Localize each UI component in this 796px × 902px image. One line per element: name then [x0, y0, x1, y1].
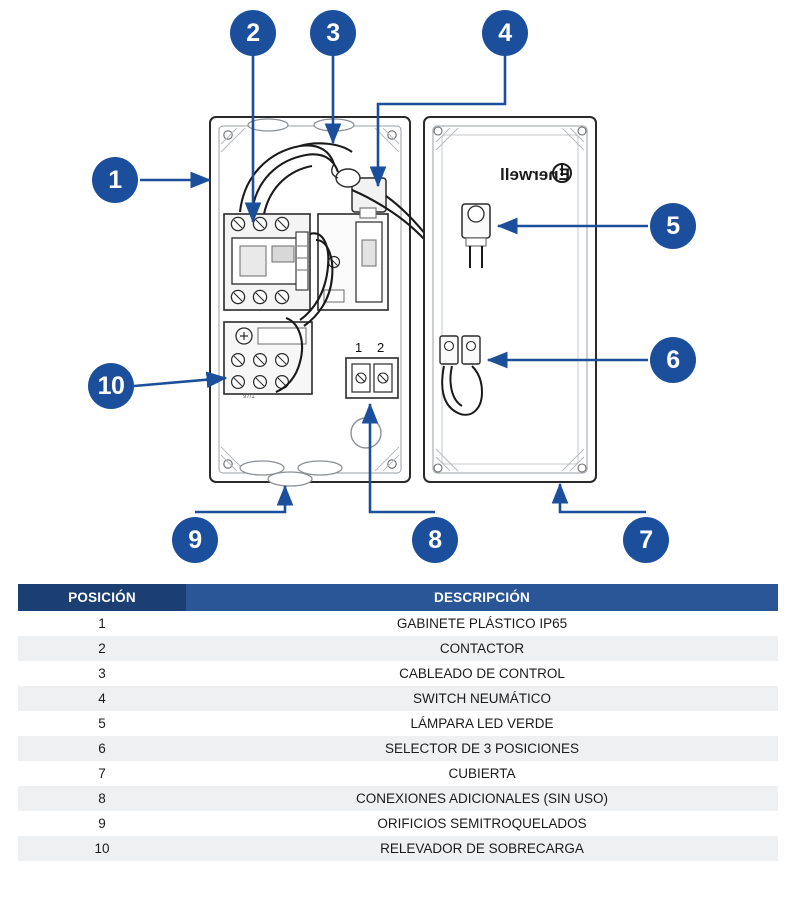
terminal-label-2: 2	[377, 340, 385, 355]
legend-table-wrapper	[18, 584, 778, 861]
row-position: 3	[98, 666, 106, 681]
row-position: 8	[98, 791, 106, 806]
legend-header-row	[18, 584, 778, 611]
row-description: SELECTOR DE 3 POSICIONES	[384, 741, 580, 756]
table-row	[18, 661, 778, 686]
row-position: 10	[94, 841, 110, 856]
legend-table-body	[18, 611, 778, 861]
svg-text:97/1: 97/1	[243, 394, 255, 400]
contactor	[224, 214, 310, 310]
row-position: 2	[98, 641, 106, 656]
row-description: GABINETE PLÁSTICO IP65	[396, 616, 568, 631]
row-position: 4	[98, 691, 106, 706]
row-description: CONTACTOR	[439, 641, 525, 656]
callout-9[interactable]: 9	[172, 517, 218, 563]
row-description: ORIFICIOS SEMITROQUELADOS	[377, 816, 587, 831]
row-position: 7	[98, 766, 106, 781]
table-row	[18, 686, 778, 711]
row-description: SWITCH NEUMÁTICO	[413, 691, 551, 706]
svg-text:Enerwell: Enerwell	[500, 165, 570, 184]
terminal-label-1: 1	[355, 340, 363, 355]
table-row	[18, 836, 778, 861]
row-position: 9	[98, 816, 106, 831]
callout-3[interactable]: 3	[310, 10, 356, 56]
callout-10[interactable]: 10	[88, 363, 134, 409]
row-description: RELEVADOR DE SOBRECARGA	[380, 841, 584, 856]
callout-4[interactable]: 4	[482, 10, 528, 56]
row-position: 6	[98, 741, 106, 756]
table-row	[18, 711, 778, 736]
callout-2[interactable]: 2	[230, 10, 276, 56]
legend-table-head	[18, 584, 778, 611]
leader-9	[195, 486, 285, 512]
callout-6[interactable]: 6	[650, 337, 696, 383]
table-row	[18, 611, 778, 636]
row-position: 5	[98, 716, 106, 731]
table-row	[18, 811, 778, 836]
callout-8[interactable]: 8	[412, 517, 458, 563]
row-description: CONEXIONES ADICIONALES (SIN USO)	[355, 791, 609, 806]
row-description: CUBIERTA	[448, 766, 516, 781]
table-row	[18, 736, 778, 761]
table-row	[18, 786, 778, 811]
legend-table	[18, 584, 778, 861]
header-descripcion: DESCRIPCIÓN	[186, 584, 778, 611]
table-row	[18, 636, 778, 661]
row-position: 1	[98, 616, 106, 631]
callout-1[interactable]: 1	[92, 157, 138, 203]
row-description: CABLEADO DE CONTROL	[399, 666, 565, 681]
leader-7	[560, 484, 646, 512]
header-posicion: POSICIÓN	[18, 584, 186, 611]
row-description: LÁMPARA LED VERDE	[410, 716, 554, 731]
table-row	[18, 761, 778, 786]
callout-7[interactable]: 7	[623, 517, 669, 563]
callout-5[interactable]: 5	[650, 203, 696, 249]
